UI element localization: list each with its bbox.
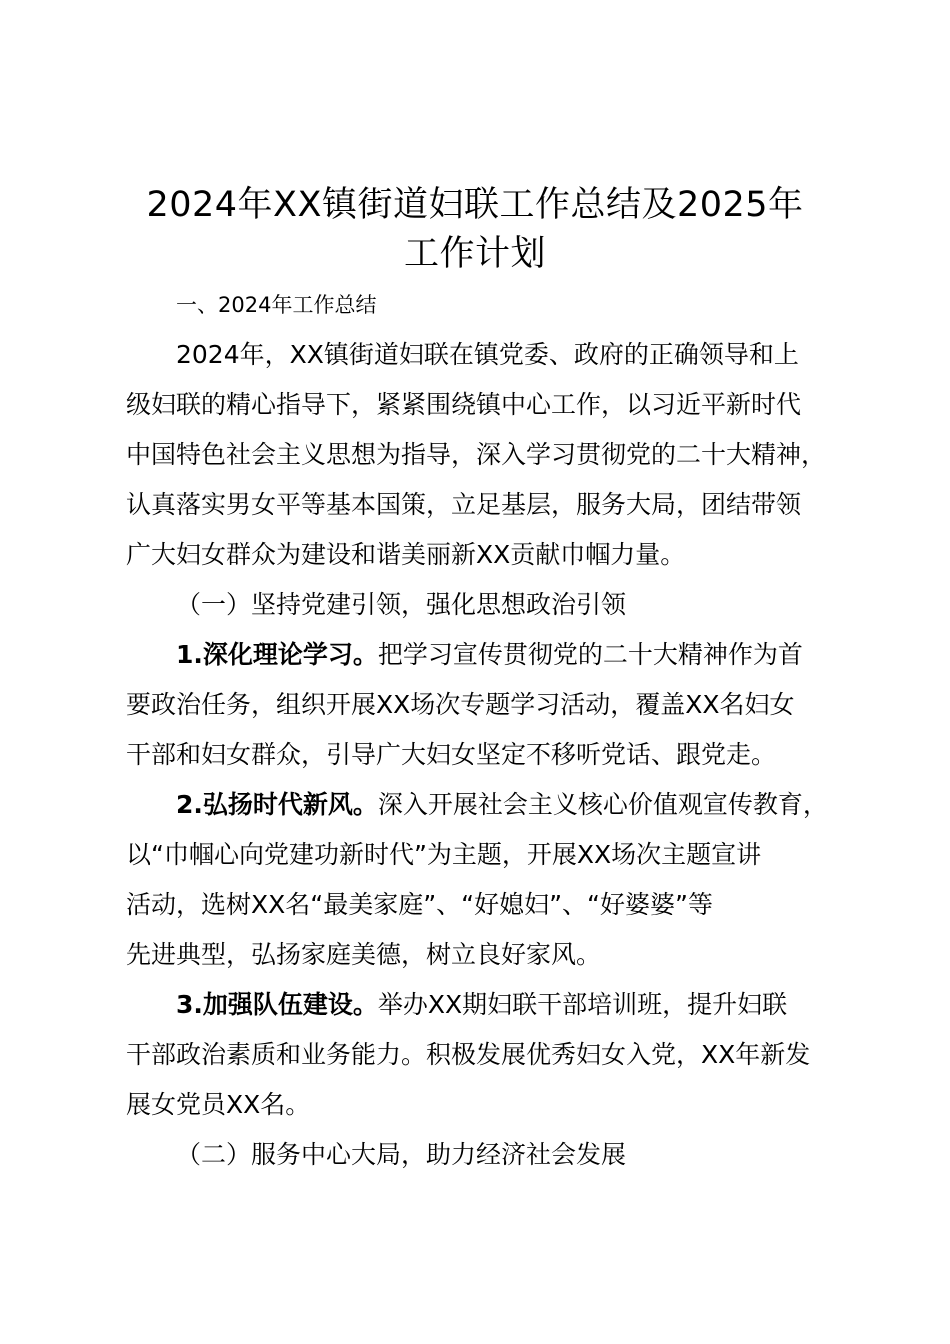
section-heading-1: 一、2024年工作总结 xyxy=(176,293,377,317)
item-2-line-2: 以“巾帼心向党建功新时代”为主题，开展XX场次主题宣讲 xyxy=(126,840,762,869)
item-2-line-1 xyxy=(176,788,828,822)
intro-line-4: 认真落实男女平等基本国策，立足基层，服务大局，团结带领 xyxy=(126,490,802,519)
subsection-heading-1: （一）坚持党建引领，强化思想政治引领 xyxy=(176,590,627,619)
item-3-line-1 xyxy=(176,988,787,1022)
subsection-heading-2: （二）服务中心大局，助力经济社会发展 xyxy=(176,1140,627,1169)
document-title-line-2: 工作计划 xyxy=(403,234,546,274)
item-2-line-3: 活动，选树XX名“最美家庭”、“好媳妇”、“好婆婆”等 xyxy=(126,890,713,919)
intro-line-3: 中国特色社会主义思想为指导，深入学习贯彻党的二十大精神， xyxy=(126,440,827,469)
item-3-line-2: 干部政治素质和业务能力。积极发展优秀妇女入党，XX年新发 xyxy=(126,1040,811,1069)
intro-line-5: 广大妇女群众为建设和谐美丽新XX贡献巾帼力量。 xyxy=(126,540,686,569)
item-3-line-3: 展女党员XX名。 xyxy=(126,1090,311,1119)
item-3-text: 举办XX期妇联干部培训班，提升妇联 xyxy=(377,990,788,1019)
intro-line-2: 级妇联的精心指导下，紧紧围绕镇中心工作，以习近平新时代 xyxy=(126,390,802,419)
item-1-line-2: 要政治任务，组织开展XX场次专题学习活动，覆盖XX名妇女 xyxy=(126,690,795,719)
item-1-line-1 xyxy=(176,638,803,672)
intro-line-1: 2024年，XX镇街道妇联在镇党委、政府的正确领导和上 xyxy=(176,340,799,369)
document-title-line-1: 2024年XX镇街道妇联工作总结及2025年 xyxy=(146,185,804,225)
item-2-line-4: 先进典型，弘扬家庭美德，树立良好家风。 xyxy=(126,940,602,969)
item-2-title: 2.弘扬时代新风。 xyxy=(176,790,378,819)
item-1-text: 把学习宣传贯彻党的二十大精神作为首 xyxy=(377,640,803,669)
item-1-title: 1.深化理论学习。 xyxy=(176,640,378,669)
item-1-line-3: 干部和妇女群众，引导广大妇女坚定不移听党话、跟党走。 xyxy=(126,740,777,769)
item-3-title: 3.加强队伍建设。 xyxy=(176,990,378,1019)
item-2-text: 深入开展社会主义核心价值观宣传教育， xyxy=(377,790,828,819)
